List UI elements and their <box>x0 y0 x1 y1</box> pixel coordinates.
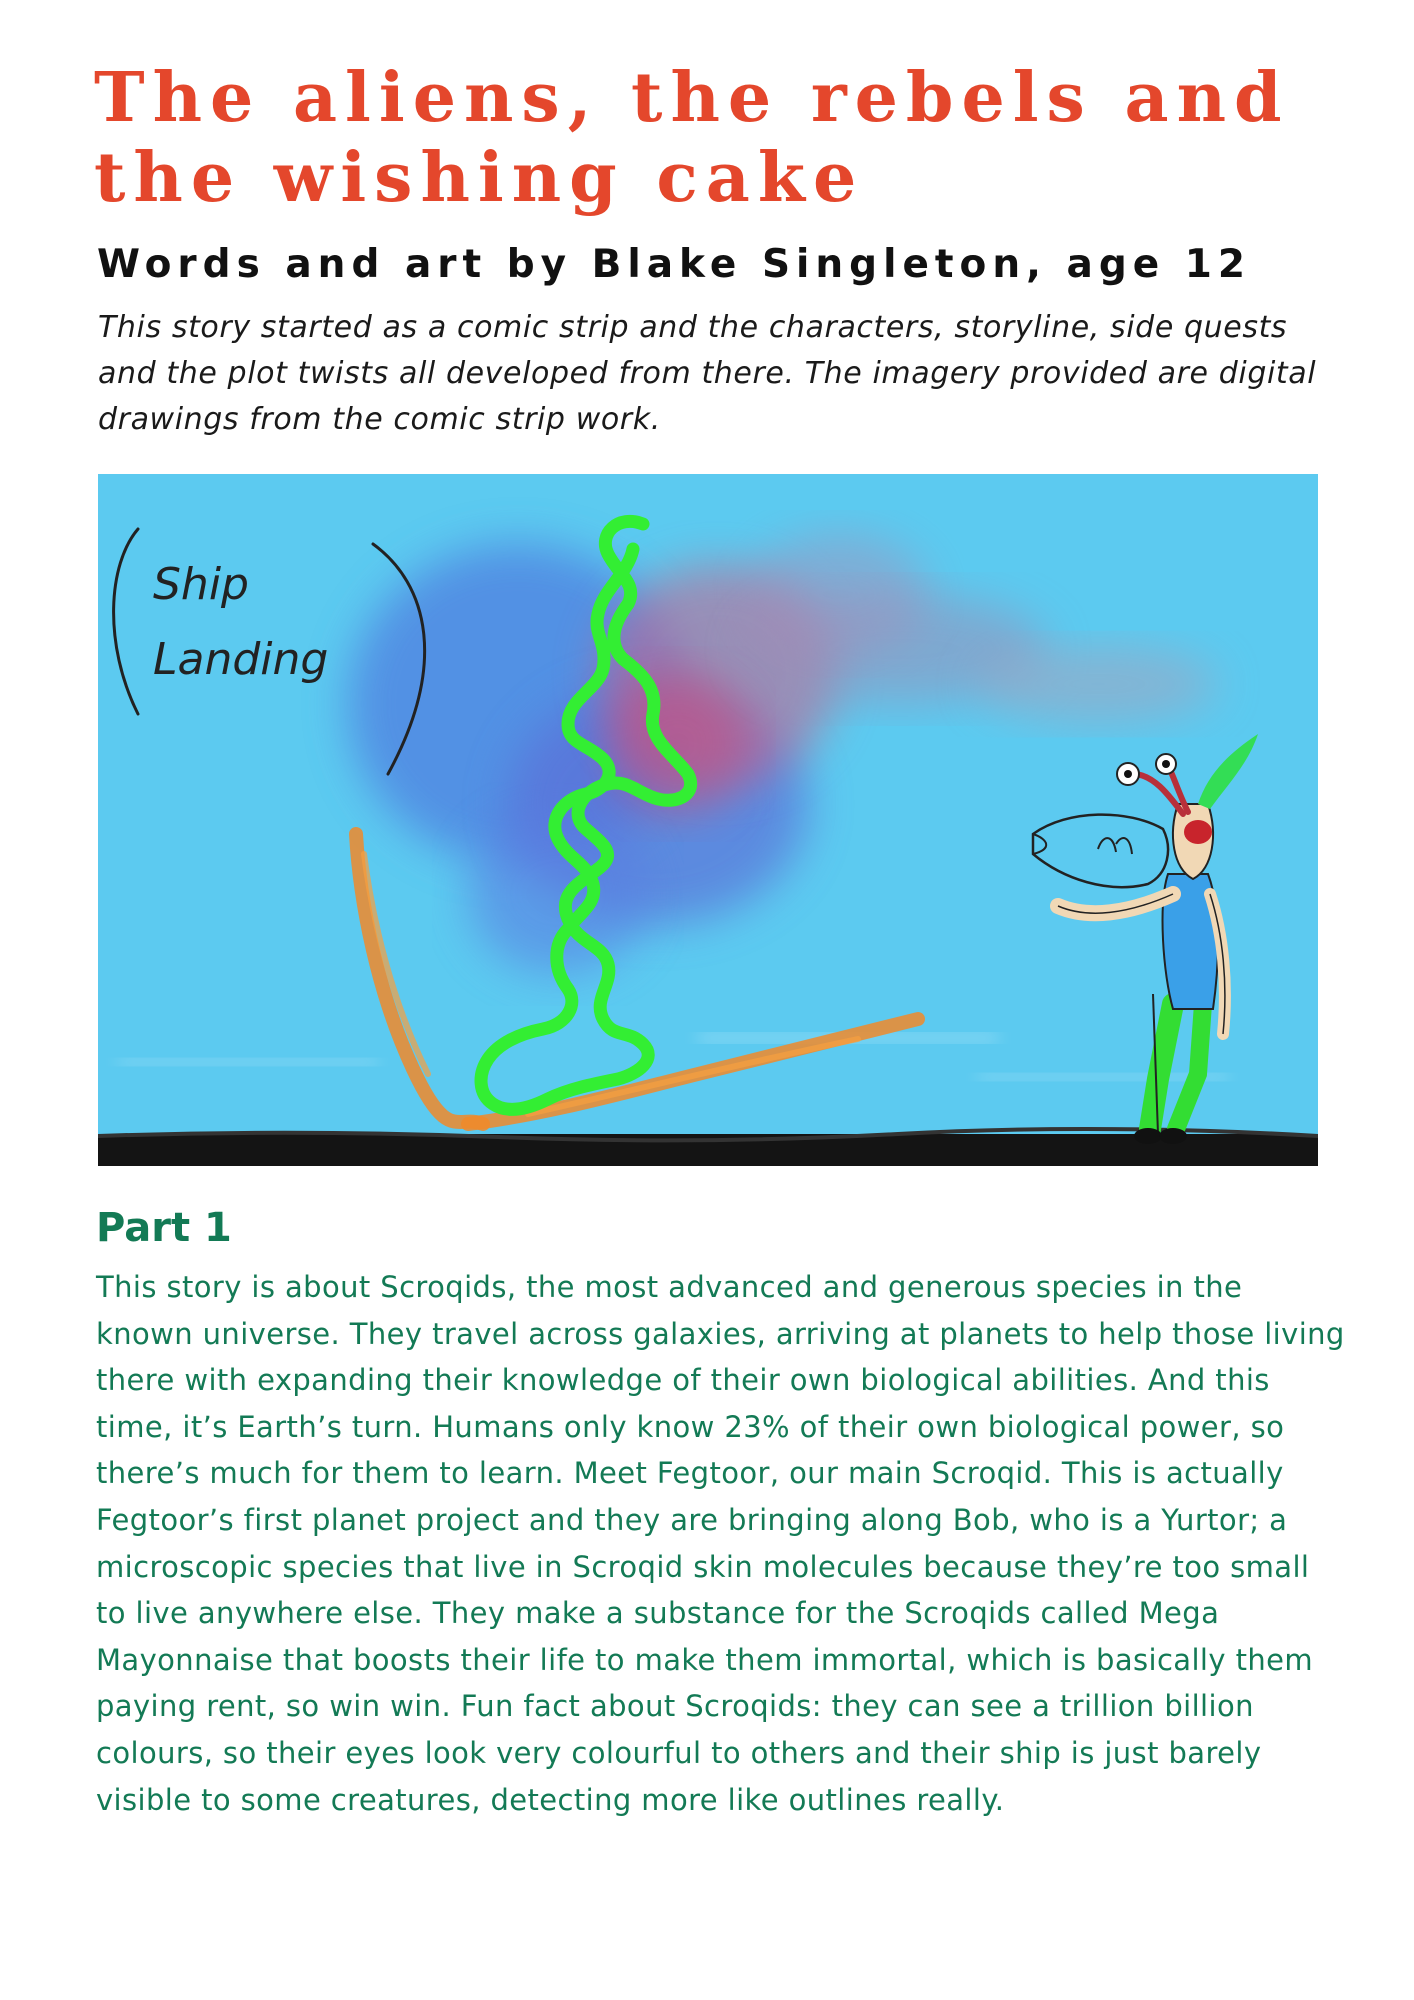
illustration-drawing <box>98 474 1318 1166</box>
part-1-body: This story is about Scroqids, the most advanced and generous species in the known universe. They travel across galaxies, arriving at planets to help those living there with expanding their knowledge of their own biological abilities. And this time, it’s Earth’s turn. Humans only know 23% of their own biological power, so there’s much for them to learn. Meet Fegtoor, our main Scroqid. This is actually Fegtoor’s first planet project and they are bringing along Bob, who is a Yurtor; a microscopic species that live in Scroqid skin molecules because they’re too small to live anywhere else. They make a substance for the Scroqids called Mega Mayonnaise that boosts their life to make them immortal, which is basically them paying rent, so win win. Fun fact about Scroqids: they can see a trillion billion colours, so their eyes look very colourful to others and their ship is just barely visible to some creatures, detecting more like outlines really. <box>96 1270 1345 1817</box>
story-title-line-2: the wishing cake <box>94 138 865 218</box>
part-1-heading: Part 1 <box>96 1205 232 1251</box>
caption-line-1: Ship <box>153 559 249 610</box>
caption-line-2: Landing <box>153 634 329 685</box>
story-title <box>94 58 1294 218</box>
byline: Words and art by Blake Singleton, age 12 <box>97 242 1252 287</box>
story-title-line-1: The aliens, the rebels and <box>94 58 1290 138</box>
ship-landing-illustration <box>98 474 1318 1166</box>
intro-paragraph: This story started as a comic strip and the characters, storyline, side quests and the plot twists all developed from there. The imagery provided are digital drawings from the comic strip work. <box>98 310 1317 437</box>
